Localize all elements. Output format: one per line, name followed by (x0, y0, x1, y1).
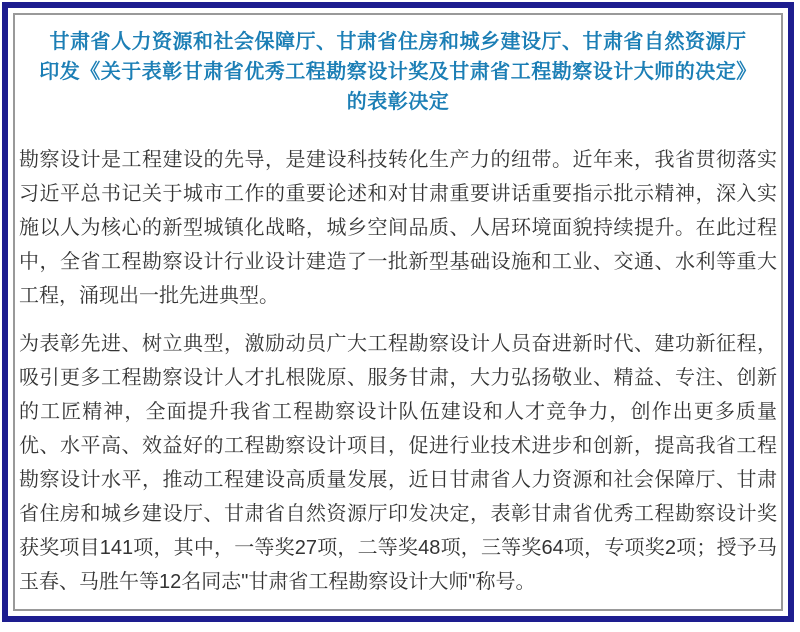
paragraph-awards: 为表彰先进、树立典型，激励动员广大工程勘察设计人员奋进新时代、建功新征程，吸引更多工程勘察设计人才扎根陇原、服务甘肃，大力弘扬敬业、精益、专注、创新的工匠精神，全面提升我省工程勘察设计队伍建设和人才竞争力，创作出更多质量优、水平高、效益好的工程勘察设计项目，促进行业技术进步和创新，提高我省工程勘察设计水平，推动工程建设高质量发展，近日甘肃省人力资源和社会保障厅、甘肃省住房和城乡建设厅、甘肃省自然资源厅印发决定，表彰甘肃省优秀工程勘察设计奖获奖项目141项，其中，一等奖27项，二等奖48项，三等奖64项，专项奖2项；授予马玉春、马胜午等12名同志"甘肃省工程勘察设计大师"称号。 (19, 333, 777, 593)
document-body (19, 143, 777, 599)
title-line-3: 的表彰决定 (346, 91, 450, 113)
document-title (19, 27, 777, 117)
title-line-2: 印发《关于表彰甘肃省优秀工程勘察设计奖及甘肃省工程勘察设计大师的决定》 (39, 61, 757, 83)
paragraph-intro: 勘察设计是工程建设的先导，是建设科技转化生产力的纽带。近年来，我省贯彻落实习近平总书记关于城市工作的重要论述和对甘肃重要讲话重要指示批示精神，深入实施以人为核心的新型城镇化战略，城乡空间品质、人居环境面貌持续提升。在此过程中，全省工程勘察设计行业设计建造了一批新型基础设施和工业、交通、水利等重大工程，涌现出一批先进典型。 (19, 149, 777, 307)
title-line-1: 甘肃省人力资源和社会保障厅、甘肃省住房和城乡建设厅、甘肃省自然资源厅 (49, 31, 747, 53)
inner-gray-frame (13, 13, 783, 611)
outer-navy-frame (2, 2, 794, 622)
